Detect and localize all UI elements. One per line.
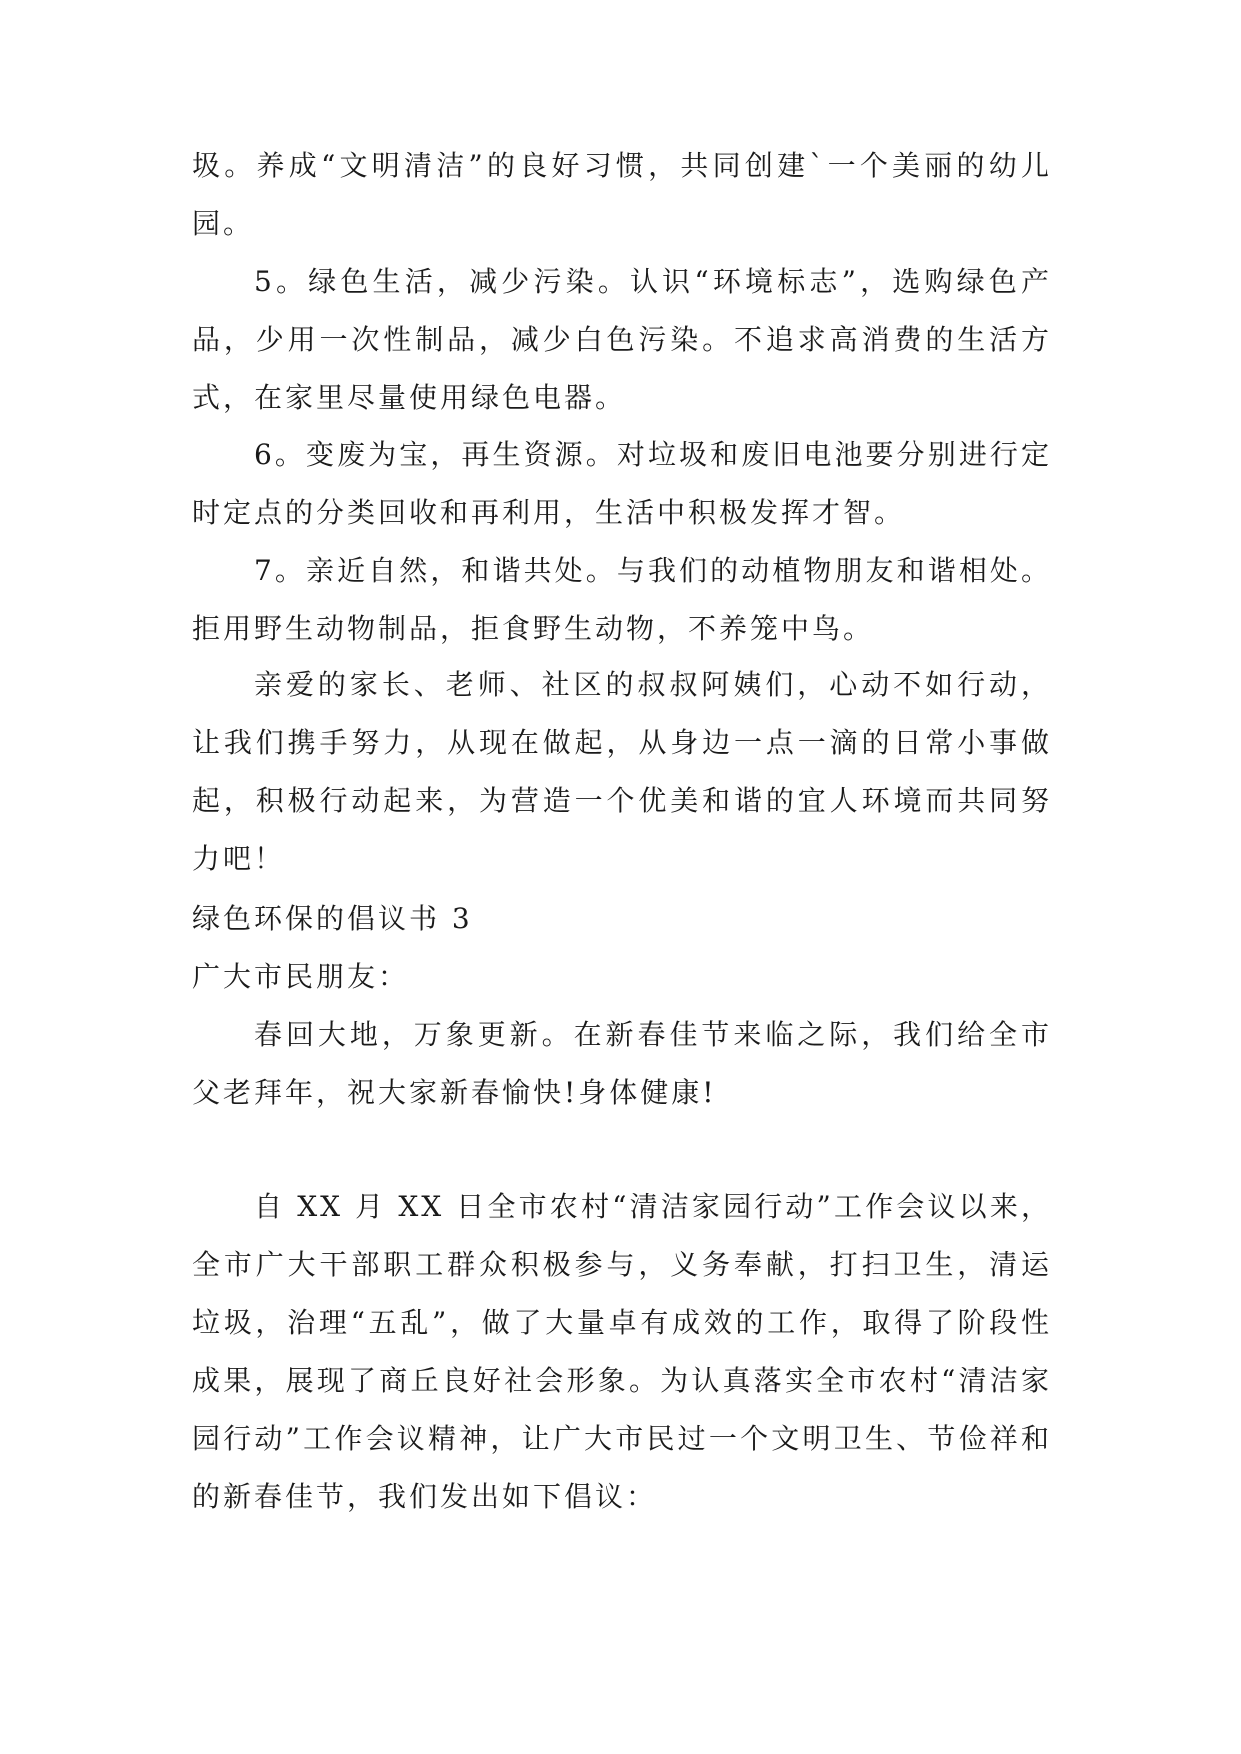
paragraph-item-6: 6。变废为宝，再生资源。对垃圾和废旧电池要分别进行定时定点的分类回收和再利用，生活中积极发挥才智。	[192, 438, 1052, 529]
paragraph-item-7: 7。亲近自然，和谐共处。与我们的动植物朋友和谐相处。拒用野生动物制品，拒食野生动物，不养笼中鸟。	[192, 554, 1052, 645]
paragraph-background: 自 XX 月 XX 日全市农村“清洁家园行动”工作会议以来，全市广大干部职工群众积极参与，义务奉献，打扫卫生，清运垃圾，治理“五乱”，做了大量卓有成效的工作，取得了阶段性成果，展现了商丘良好社会形象。为认真落实全市农村“清洁家园行动”工作会议精神，让广大市民过一个文明卫生、节俭祥和的新春佳节，我们发出如下倡议：	[192, 1190, 1052, 1513]
paragraph-continuation: 圾。养成“文明清洁”的良好习惯，共同创建`一个美丽的幼儿园。	[192, 149, 1052, 240]
salutation: 广大市民朋友：	[192, 960, 410, 993]
paragraph-item-5: 5。绿色生活，减少污染。认识“环境标志”，选购绿色产品，少用一次性制品，减少白色污染。不追求高消费的生活方式，在家里尽量使用绿色电器。	[192, 265, 1052, 414]
paragraph-greeting: 春回大地，万象更新。在新春佳节来临之际，我们给全市父老拜年，祝大家新春愉快!身体健康!	[192, 1018, 1052, 1109]
section-heading: 绿色环保的倡议书 3	[192, 902, 473, 935]
paragraph-closing: 亲爱的家长、老师、社区的叔叔阿姨们，心动不如行动，让我们携手努力，从现在做起，从身边一点一滴的日常小事做起，积极行动起来，为营造一个优美和谐的宜人环境而共同努力吧！	[192, 668, 1052, 875]
